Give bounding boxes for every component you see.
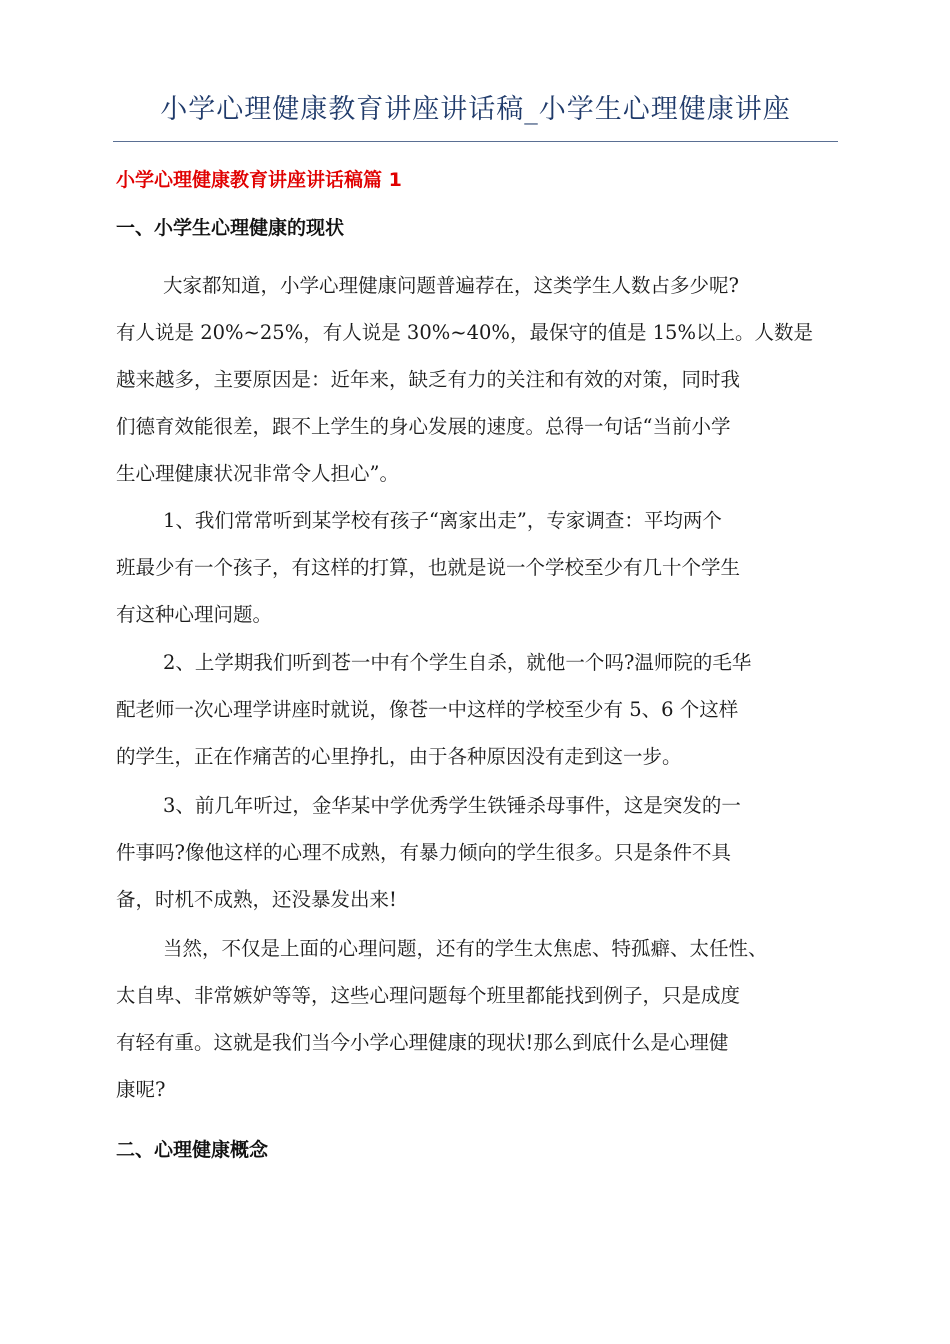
paragraph-line: 有人说是 20%~25%，有人说是 30%~40%，最保守的值是 15%以上。人数是 [116, 321, 813, 344]
paragraph-4 [116, 782, 846, 923]
paragraph-1 [116, 262, 846, 497]
paragraph-line: 的学生，正在作痛苦的心里挣扎，由于各种原因没有走到这一步。 [116, 745, 682, 768]
paragraph-line: 有这种心理问题。 [116, 603, 273, 626]
paragraph-line: 件事吗?像他这样的心理不成熟，有暴力倾向的学生很多。只是条件不具 [116, 841, 731, 864]
heading-status: 一、小学生心理健康的现状 [116, 217, 345, 239]
paragraph-line: 班最少有一个孩子，有这样的打算，也就是说一个学校至少有几十个学生 [116, 556, 741, 579]
paragraph-line: 3、前几年听过，金华某中学优秀学生铁锤杀母事件，这是突发的一 [163, 794, 741, 817]
paragraph-line: 备，时机不成熟，还没暴发出来! [116, 888, 397, 911]
document-title: 小学心理健康教育讲座讲话稿_小学生心理健康讲座 [160, 94, 791, 125]
paragraph-5 [116, 925, 846, 1113]
paragraph-line: 有轻有重。这就是我们当今小学心理健康的现状!那么到底什么是心理健 [116, 1031, 729, 1054]
paragraph-line: 们德育效能很差，跟不上学生的身心发展的速度。总得一句话“当前小学 [116, 415, 731, 438]
paragraph-line: 康呢? [116, 1078, 166, 1101]
heading-concept: 二、心理健康概念 [116, 1139, 269, 1161]
paragraph-line: 当然，不仅是上面的心理问题，还有的学生太焦虑、特孤癖、太任性、 [163, 937, 768, 960]
paragraph-2 [116, 497, 846, 638]
paragraph-line: 配老师一次心理学讲座时就说，像苍一中这样的学校至少有 5、6 个这样 [116, 698, 739, 721]
paragraph-line: 2、上学期我们听到苍一中有个学生自杀，就他一个吗?温师院的毛华 [163, 651, 752, 674]
paragraph-line: 大家都知道，小学心理健康问题普遍荐在，这类学生人数占多少呢? [163, 274, 739, 297]
title-divider [113, 141, 838, 142]
paragraph-line: 生心理健康状况非常令人担心”。 [116, 462, 399, 485]
paragraph-line: 越来越多，主要原因是：近年来，缺乏有力的关注和有效的对策，同时我 [116, 368, 741, 391]
section-title: 小学心理健康教育讲座讲话稿篇 1 [116, 169, 402, 191]
paragraph-3 [116, 639, 846, 780]
paragraph-line: 1、我们常常听到某学校有孩子“离家出走”，专家调查：平均两个 [163, 509, 722, 532]
paragraph-line: 太自卑、非常嫉妒等等，这些心理问题每个班里都能找到例子，只是成度 [116, 984, 741, 1007]
